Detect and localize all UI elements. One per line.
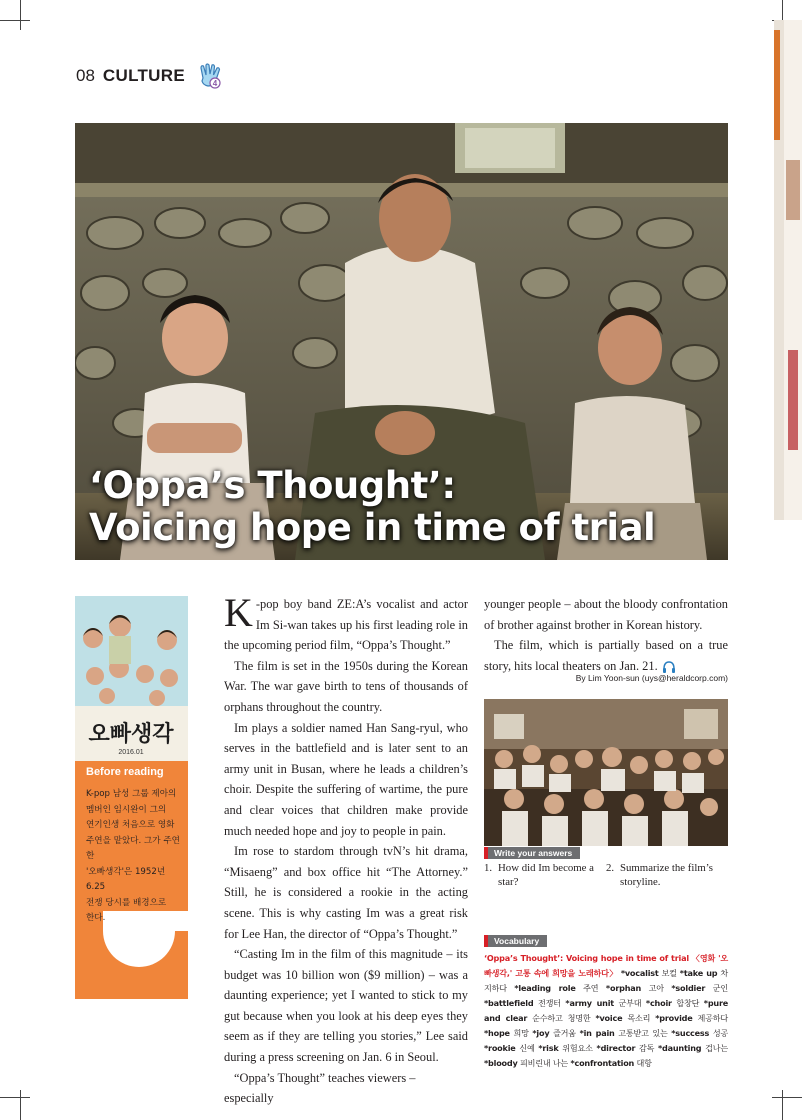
vocab-meaning: 위험요소 — [562, 1043, 593, 1053]
poster-date: 2016.01 — [118, 749, 144, 756]
vocab-meaning: 전쟁터 — [538, 998, 561, 1008]
vocab-term: *pure and clear — [484, 998, 729, 1023]
headline-line-2: Voicing hope in time of trial — [89, 506, 656, 549]
article-headline — [89, 465, 655, 549]
vocab-meaning: 성공 — [712, 1028, 729, 1038]
headphones-icon[interactable] — [662, 661, 676, 673]
headline-line-1: ‘Oppa’s Thought’: — [89, 464, 456, 507]
vocab-term: *success — [671, 1028, 710, 1038]
vocab-term: *soldier — [671, 983, 706, 993]
crop-mark — [0, 1097, 30, 1098]
article-paragraph — [224, 590, 468, 656]
before-reading-text — [86, 787, 182, 927]
article-paragraph: Im plays a soldier named Han Sang-ryul, who serves in the battlefield and is later sent to an army unit in Busan, where he leads a children’s choir. Despite the suffering of wartime, the pure and clear voices that children make provide much needed hope and joy to people in pain. — [224, 720, 468, 838]
question-number: 2. — [606, 862, 615, 874]
vocab-term: *risk — [538, 1043, 559, 1053]
vocab-meaning: 목소리 — [627, 1013, 651, 1023]
before-reading-line: 주연을 맡았다. 그가 주연한 — [86, 835, 180, 861]
crop-mark — [0, 20, 30, 21]
vocab-term: *hope — [484, 1028, 510, 1038]
question-text: How did Im become a star? — [498, 862, 594, 888]
question-number: 1. — [484, 862, 493, 874]
article-column-2 — [484, 594, 728, 676]
before-reading-line: '오빠생각'은 1952년 6.25 — [86, 866, 166, 892]
vocab-term: *take up — [679, 968, 718, 978]
paragraph-text: The film, which is partially based on a true story, hits local theaters on Jan. 21. — [484, 638, 728, 673]
question-2 — [606, 861, 728, 889]
before-reading-line: 멤버인 임시완이 그의 — [86, 804, 167, 815]
vocab-term: *voice — [595, 1013, 623, 1023]
vocab-meaning: 고통받고 있는 — [618, 1028, 668, 1038]
vocab-term: *army unit — [565, 998, 614, 1008]
article-paragraph: “Oppa’s Thought” teaches viewers – especially — [224, 1070, 416, 1106]
vocab-term: *confrontation — [570, 1058, 635, 1068]
label-text: Vocabulary — [488, 935, 547, 947]
vocab-meaning: 희망 — [513, 1028, 529, 1038]
vocab-term: *bloody — [484, 1058, 518, 1068]
vocab-headline-korean: 〈영화 '오빠생각,' 고통 속에 희망을 노래하다〉 — [484, 953, 728, 978]
badge-number: 4 — [212, 79, 218, 88]
vocab-term: *leading role — [514, 983, 576, 993]
vocab-meaning: 고아 — [648, 983, 664, 993]
crop-mark — [20, 0, 21, 30]
paragraph-text: -pop boy band ZE:A’s vocalist and actor Im Si-wan takes up his first leading role in the upcoming period film, “Oppa’s Thought.” — [224, 597, 468, 653]
vocab-meaning: 군부대 — [618, 998, 642, 1008]
vocab-headline: ‘Oppa’s Thought’: Voicing hope in time of trial — [484, 953, 689, 963]
question-text: Summarize the film’s storyline. — [620, 862, 713, 888]
vocab-meaning: 겁나는 — [705, 1043, 729, 1053]
vocab-meaning: 보컬 — [661, 968, 677, 978]
article-column-1 — [224, 590, 468, 1109]
crop-mark — [772, 1097, 802, 1098]
article-paragraph: younger people – about the bloody confrontation of brother against brother in Korean history. — [484, 597, 728, 632]
movie-poster-image — [75, 596, 188, 761]
vocab-meaning: 순수하고 청명한 — [532, 1013, 591, 1023]
vocabulary-list — [484, 951, 728, 1071]
question-1 — [484, 861, 606, 889]
article-paragraph: “Casting Im in the film of this magnitude – its budget was 10 billion won ($9 million) – was a daunting experience; yet I wanted to stick to my gut because when you look at his deep eyes they seem as if they are telling you stories,” Lee said during a press screening on Jan. 6 in Seoul. — [224, 947, 468, 1065]
vocab-meaning: 군인 — [712, 983, 728, 993]
vocab-term: *provide — [655, 1013, 693, 1023]
vocab-meaning: 피비린내 나는 — [519, 1058, 569, 1068]
before-reading-line: 연기인생 처음으로 영화 — [86, 820, 175, 830]
article-paragraph — [484, 635, 728, 676]
vocab-term: *vocalist — [620, 968, 659, 978]
choir-scene-image — [484, 699, 728, 846]
vocab-meaning: 차지하다 — [484, 968, 729, 993]
byline: By Lim Yoon-sun (uys@heraldcorp.com) — [575, 673, 728, 683]
write-answers-label — [484, 847, 580, 859]
vocab-term: *director — [596, 1043, 636, 1053]
crop-mark — [782, 1090, 783, 1120]
vocab-term: *rookie — [484, 1043, 516, 1053]
crop-mark — [20, 1090, 21, 1120]
hero-photo — [75, 123, 728, 560]
vocab-term: *joy — [532, 1028, 550, 1038]
vocab-term: *orphan — [605, 983, 642, 993]
four-fingers-hand-icon — [197, 62, 223, 90]
before-reading-box — [75, 761, 188, 923]
vocab-term: *daunting — [657, 1043, 702, 1053]
adjacent-page-bleed — [774, 20, 802, 520]
page-number: 08 — [76, 66, 95, 85]
before-reading-sidebar — [75, 596, 188, 999]
section-title: CULTURE — [102, 66, 185, 85]
before-reading-line: 한다. — [86, 913, 106, 923]
vocab-meaning: 주연 — [583, 983, 599, 993]
poster-title: 오빠생각 — [88, 722, 174, 747]
before-reading-line: K-pop 남성 그룹 제아의 — [86, 789, 177, 799]
vocab-term: *battlefield — [484, 998, 534, 1008]
choir-photo — [484, 699, 728, 846]
before-reading-line: 전쟁 당시를 배경으로 — [86, 897, 167, 908]
answer-questions — [484, 861, 728, 889]
vocab-term: *choir — [645, 998, 672, 1008]
vocab-meaning: 대항 — [636, 1058, 652, 1068]
vocabulary-label — [484, 935, 547, 947]
vocab-term: *in pain — [579, 1028, 615, 1038]
article-paragraph: The film is set in the 1950s during the Korean War. The war gave birth to tens of thousands of orphans throughout the country. — [224, 658, 468, 714]
vocab-meaning: 신예 — [519, 1043, 535, 1053]
page-header — [76, 62, 223, 90]
before-reading-title: Before reading — [86, 766, 164, 778]
vocab-meaning: 합창단 — [676, 998, 700, 1008]
vocab-meaning: 감독 — [638, 1043, 655, 1053]
article-paragraph: Im rose to stardom through tvN’s hit drama, “Misaeng” and box office hit “The Attorney.” Still, he is considered a rookie in the acting scene. This is why casting Im was a great risk for Lee Han, the director of “Oppa’s Thought.” — [224, 844, 468, 941]
vocab-meaning: 제공하다 — [697, 1013, 728, 1023]
drop-cap: K — [224, 590, 253, 635]
label-text: Write your answers — [488, 847, 580, 859]
vocab-meaning: 즐거움 — [553, 1028, 576, 1038]
